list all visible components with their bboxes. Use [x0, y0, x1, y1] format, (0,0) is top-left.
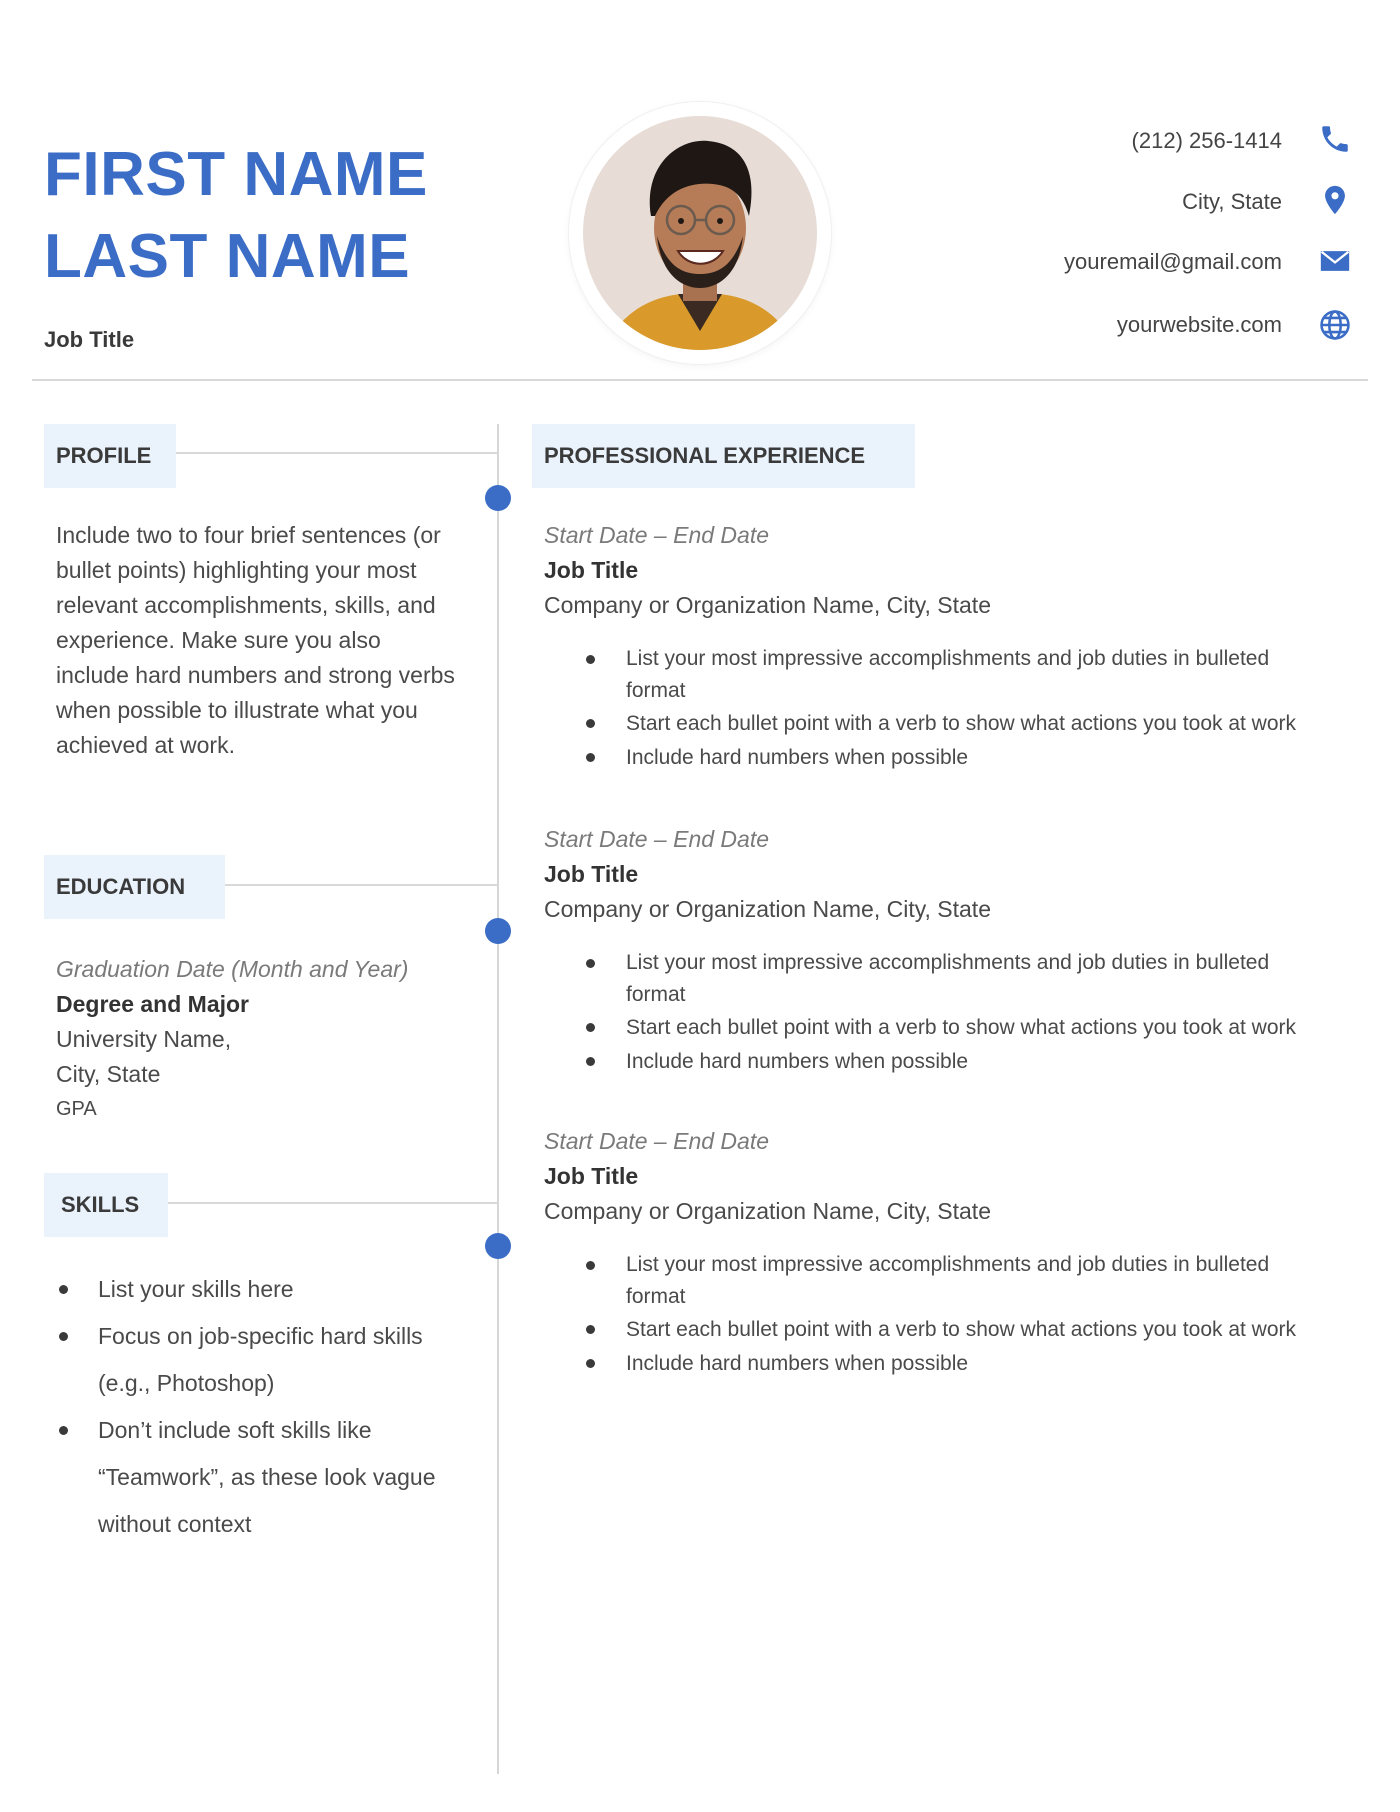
- job-entry: [544, 822, 1344, 1079]
- bullet-dot: [59, 1332, 68, 1341]
- bullet-dot: [586, 1023, 595, 1032]
- duty-text: Include hard numbers when possible: [626, 746, 969, 769]
- profile-photo: [569, 102, 831, 364]
- skill-text: Don’t include soft skills like: [98, 1417, 372, 1443]
- website-link[interactable]: yourwebsite.com: [1116, 312, 1282, 337]
- duty-text: List your most impressive accomplishments and job duties in bulleted: [626, 1253, 1270, 1276]
- duty-text: format: [626, 983, 686, 1006]
- profile-line: experience. Make sure you also: [56, 627, 381, 653]
- phone-number[interactable]: (212) 256-1414: [1131, 128, 1282, 153]
- timeline-dot: [485, 1233, 511, 1259]
- bullet-dot: [586, 1325, 595, 1334]
- profile-line: Include two to four brief sentences (or: [56, 522, 441, 548]
- location-pin-icon: [1318, 183, 1352, 217]
- education-heading: EDUCATION: [44, 855, 225, 919]
- profile-line: achieved at work.: [56, 732, 235, 758]
- timeline-dot: [485, 918, 511, 944]
- duty-text: Start each bullet point with a verb to show what actions you took at work: [626, 1318, 1297, 1341]
- profile-line: when possible to illustrate what you: [56, 697, 418, 723]
- company-name: Company or Organization Name, City, State: [544, 1198, 991, 1224]
- globe-icon: [1318, 308, 1352, 342]
- duty-text: Include hard numbers when possible: [626, 1050, 969, 1073]
- skills-heading: SKILLS: [44, 1173, 168, 1237]
- bullet-dot: [586, 1057, 595, 1066]
- bullet-dot: [586, 959, 595, 968]
- duty-bullet: [544, 947, 1344, 1011]
- skill-text: List your skills here: [98, 1276, 294, 1302]
- duty-bullet: [544, 741, 1344, 775]
- profile-connector: [176, 452, 498, 454]
- duty-bullet: [544, 1249, 1344, 1313]
- experience-heading: PROFESSIONAL EXPERIENCE: [532, 424, 915, 488]
- duty-bullet: [544, 1045, 1344, 1079]
- timeline-dot: [485, 485, 511, 511]
- gpa: GPA: [56, 1098, 97, 1120]
- bullet-dot: [586, 1359, 595, 1368]
- duty-bullet: [544, 1313, 1344, 1347]
- skills-connector: [168, 1202, 498, 1204]
- job-entry: [544, 518, 1344, 775]
- phone-icon: [1318, 122, 1352, 156]
- bullet-dot: [59, 1426, 68, 1435]
- skill-text: (e.g., Photoshop): [98, 1370, 275, 1396]
- job-dates: Start Date – End Date: [544, 1128, 770, 1154]
- bullet-dot: [586, 655, 595, 664]
- company-name: Company or Organization Name, City, State: [544, 592, 991, 618]
- profile-summary: [56, 518, 476, 763]
- duty-text: List your most impressive accomplishments and job duties in bulleted: [626, 951, 1270, 974]
- education-entry: [56, 952, 476, 1127]
- avatar-portrait: [583, 116, 817, 350]
- duty-bullet: [544, 643, 1344, 707]
- university-name: University Name,: [56, 1026, 232, 1052]
- duty-text: Start each bullet point with a verb to show what actions you took at work: [626, 1016, 1297, 1039]
- last-name: LAST NAME: [44, 222, 411, 291]
- location-text: City, State: [1182, 189, 1282, 214]
- email-link[interactable]: youremail@gmail.com: [1064, 249, 1282, 274]
- graduation-date: Graduation Date (Month and Year): [56, 956, 409, 982]
- skill-text: without context: [98, 1511, 252, 1537]
- job-title: Job Title: [44, 327, 135, 352]
- duty-text: List your most impressive accomplishments and job duties in bulleted: [626, 647, 1270, 670]
- education-connector: [225, 884, 498, 886]
- duty-text: Start each bullet point with a verb to show what actions you took at work: [626, 712, 1297, 735]
- skill-item: [56, 1407, 476, 1548]
- profile-line: bullet points) highlighting your most: [56, 557, 417, 583]
- first-name: FIRST NAME: [44, 140, 428, 209]
- bullet-dot: [586, 719, 595, 728]
- duty-bullet: [544, 1347, 1344, 1381]
- profile-line: relevant accomplishments, skills, and: [56, 592, 436, 618]
- duty-bullet: [544, 707, 1344, 741]
- bullet-dot: [586, 753, 595, 762]
- degree-major: Degree and Major: [56, 991, 249, 1017]
- bullet-dot: [59, 1285, 68, 1294]
- job-dates: Start Date – End Date: [544, 826, 770, 852]
- header-divider: [32, 379, 1368, 381]
- skills-list: [56, 1266, 476, 1548]
- job-title: Job Title: [544, 557, 639, 583]
- university-location: City, State: [56, 1061, 161, 1087]
- job-entry: [544, 1124, 1344, 1381]
- profile-heading: PROFILE: [44, 424, 176, 488]
- job-title: Job Title: [544, 1163, 639, 1189]
- profile-line: include hard numbers and strong verbs: [56, 662, 455, 688]
- bullet-dot: [586, 1261, 595, 1270]
- timeline-line: [497, 424, 499, 1774]
- duty-text: format: [626, 679, 686, 702]
- skill-item: [56, 1313, 476, 1407]
- job-title: Job Title: [544, 861, 639, 887]
- skill-text: Focus on job-specific hard skills: [98, 1323, 423, 1349]
- duty-text: Include hard numbers when possible: [626, 1352, 969, 1375]
- duty-bullet: [544, 1011, 1344, 1045]
- company-name: Company or Organization Name, City, State: [544, 896, 991, 922]
- skill-text: “Teamwork”, as these look vague: [98, 1464, 436, 1490]
- skill-item: [56, 1266, 476, 1313]
- envelope-icon: [1318, 244, 1352, 278]
- duty-text: format: [626, 1285, 686, 1308]
- job-dates: Start Date – End Date: [544, 522, 770, 548]
